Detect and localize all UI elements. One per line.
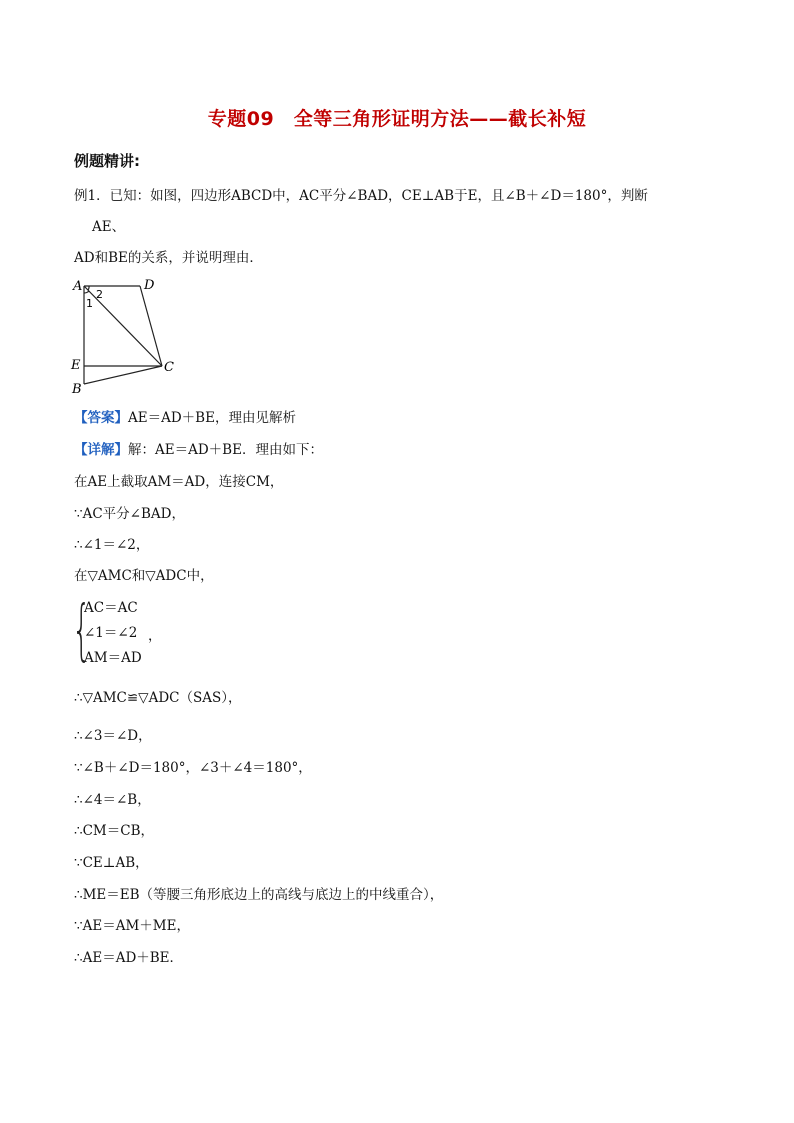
- system-comma: ，: [148, 628, 162, 644]
- solution-step: 在▽AMC和▽ADC中，: [74, 568, 214, 584]
- solution-step: ∵AE＝AM＋ME，: [74, 918, 190, 934]
- problem-line-3: AD和BE的关系，并说明理由．: [74, 250, 263, 266]
- segment-bc: [84, 366, 162, 384]
- problem-line-2: AE、: [92, 219, 126, 235]
- answer-line: [74, 408, 296, 428]
- solution-step: ∴CM＝CB，: [74, 823, 154, 839]
- angle-arc-1: [84, 291, 89, 293]
- solution-step: ∴∠1＝∠2，: [74, 537, 150, 553]
- solution-step: ∴▽AMC≌▽ADC（SAS），: [74, 690, 242, 706]
- system-brace: {: [72, 591, 91, 668]
- label-c: C: [164, 360, 174, 375]
- system-row: AM＝AD: [84, 650, 142, 666]
- problem-line-1: 例1．已知：如图，四边形ABCD中，AC平分∠BAD，CE⊥AB于E，且∠B＋∠D＝180°，判断: [74, 188, 648, 204]
- solution-tag: 【详解】: [74, 442, 128, 458]
- angle-arc-2: [88, 286, 89, 290]
- solution-step: ∵CE⊥AB，: [74, 855, 149, 871]
- label-d: D: [144, 278, 155, 293]
- label-b: B: [72, 382, 82, 397]
- system-row: ∠1＝∠2: [84, 625, 138, 641]
- label-e: E: [71, 358, 81, 373]
- system-row: AC＝AC: [84, 600, 138, 616]
- solution-step: ∵AC平分∠BAD，: [74, 506, 185, 522]
- solution-intro: 解：AE＝AD＋BE．理由如下：: [128, 442, 323, 458]
- geometry-figure: [64, 274, 194, 399]
- label-angle-1: 1: [86, 297, 93, 310]
- solution-intro-line: [74, 440, 323, 460]
- quadrilateral-diagram: [64, 274, 194, 399]
- equation-system: [72, 591, 192, 668]
- label-angle-2: 2: [96, 288, 103, 301]
- solution-step: ∵∠B＋∠D＝180°，∠3＋∠4＝180°，: [74, 760, 312, 776]
- solution-step: ∴∠3＝∠D，: [74, 728, 152, 744]
- section-heading: 例题精讲:: [74, 152, 140, 170]
- solution-step: ∴AE＝AD＋BE．: [74, 950, 184, 966]
- page-title: 专题09 全等三角形证明方法——截长补短: [207, 108, 587, 130]
- solution-step: 在AE上截取AM＝AD，连接CM，: [74, 474, 284, 490]
- solution-step: ∴∠4＝∠B，: [74, 792, 151, 808]
- answer-text: AE＝AD＋BE，理由见解析: [128, 410, 296, 426]
- answer-tag: 【答案】: [74, 410, 128, 426]
- solution-step: ∴ME＝EB（等腰三角形底边上的高线与底边上的中线重合），: [74, 887, 444, 903]
- label-a: A: [73, 279, 83, 294]
